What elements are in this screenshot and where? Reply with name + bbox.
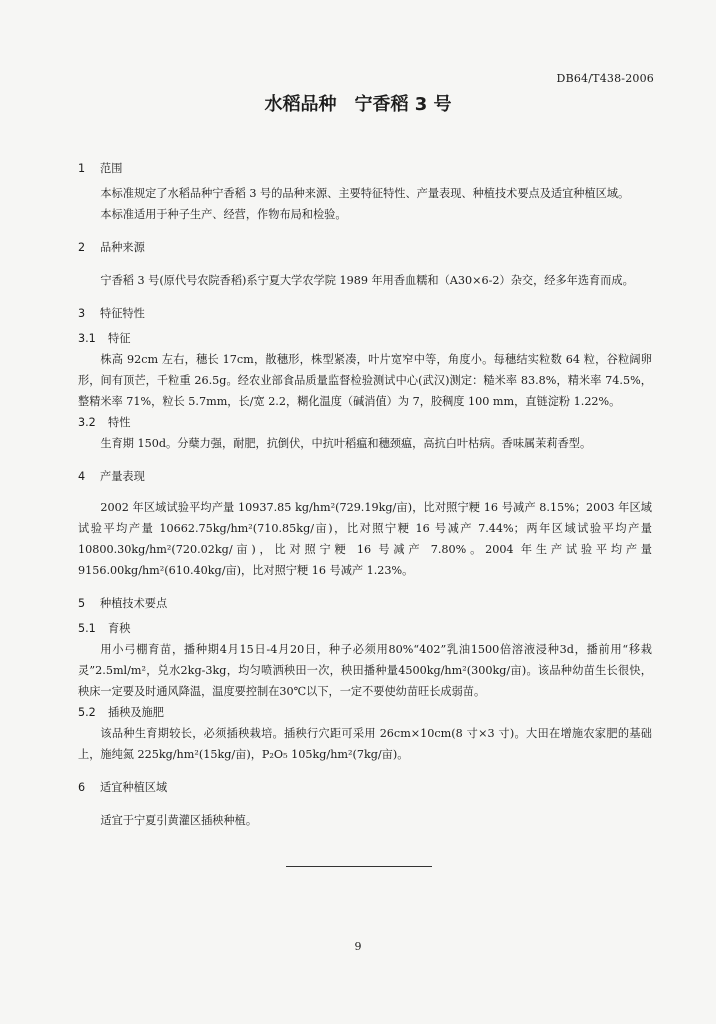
section-title: 种植技术要点 — [100, 597, 168, 610]
section-heading — [78, 777, 652, 798]
subsection-heading — [78, 412, 652, 433]
section-characteristics — [78, 303, 652, 454]
section-title: 产量表现 — [100, 470, 145, 483]
section-scope — [78, 158, 652, 225]
section-number: 6 — [78, 781, 86, 794]
paragraph: 宁香稻 3 号(原代号农院香稻)系宁夏大学农学院 1989 年用香血糯和（A30×6-2）杂交，经多年选育而成。 — [100, 274, 634, 287]
subsection-number: 3.2 — [78, 416, 96, 429]
subsection-title: 特征 — [108, 332, 131, 345]
document-title: 水稻品种 宁香稻 3 号 — [264, 94, 452, 115]
section-region — [78, 777, 652, 831]
document-body — [78, 158, 652, 843]
section-heading — [78, 237, 652, 258]
page-number: 9 — [354, 940, 362, 953]
paragraph: 生育期 150d。分蘖力强，耐肥，抗倒伏，中抗叶稻瘟和穗颈瘟，高抗白叶枯病。香味属茉莉香型。 — [100, 437, 592, 450]
section-title: 品种来源 — [100, 241, 145, 254]
section-heading — [78, 303, 652, 324]
subsection-title: 特性 — [108, 416, 131, 429]
section-number: 3 — [78, 307, 86, 320]
subsection-heading — [78, 328, 652, 349]
end-rule — [286, 866, 432, 867]
section-cultivation — [78, 593, 652, 765]
section-heading — [78, 593, 652, 614]
paragraph: 2002 年区域试验平均产量 10937.85 kg/hm²(729.19kg/亩)，比对照宁粳 16 号减产 8.15%；2003 年区域试验平均产量 10662.75kg/hm²(710.85kg/亩)，比对照宁粳 16 号减产 7.44%；两年区域试验平均产量 10800.30kg/hm²(720.02kg/亩)，比对照宁粳 16 号减产 7.80%。2004 年生产试验平均产量 9156.00kg/hm²(610.40kg/亩)，比对照宁粳 16 号减产 1.23%。 — [78, 501, 652, 577]
subsection-heading — [78, 702, 652, 723]
section-heading — [78, 158, 652, 179]
subsection-number: 5.2 — [78, 706, 96, 719]
section-title: 特征特性 — [100, 307, 145, 320]
section-title: 适宜种植区域 — [100, 781, 168, 794]
section-number: 5 — [78, 597, 86, 610]
paragraph: 本标准适用于种子生产、经营，作物布局和检验。 — [100, 208, 347, 221]
paragraph: 用小弓棚育苗，播种期4月15日-4月20日，种子必须用80%“402”乳油1500倍溶液浸种3d，播前用“移栽灵”2.5ml/m²，兑水2kg-3kg，均匀喷洒秧田一次，秧田播种量4500kg/hm²(300kg/亩)。该品种幼苗生长很快，秧床一定要及时通风降温，温度要控制在30℃以下，一定不要使幼苗旺长成弱苗。 — [78, 643, 652, 698]
paragraph: 本标准规定了水稻品种宁香稻 3 号的品种来源、主要特征特性、产量表现、种植技术要点及适宜种植区域。 — [100, 187, 630, 200]
section-number: 2 — [78, 241, 86, 254]
subsection-title: 育秧 — [108, 622, 131, 635]
paragraph: 该品种生育期较长，必须插秧栽培。插秧行穴距可采用 26cm×10cm(8 寸×3 寸)。大田在增施农家肥的基础上，施纯氮 225kg/hm²(15kg/亩)，P₂O₅ 105kg/hm²(7kg/亩)。 — [78, 727, 652, 761]
subsection-title: 插秧及施肥 — [108, 706, 164, 719]
subsection-number: 5.1 — [78, 622, 96, 635]
section-heading — [78, 466, 652, 487]
section-number: 1 — [78, 162, 86, 175]
section-origin — [78, 237, 652, 291]
section-number: 4 — [78, 470, 86, 483]
standard-code: DB64/T438-2006 — [556, 72, 654, 85]
paragraph: 株高 92cm 左右，穗长 17cm，散穗形，株型紧凑，叶片宽窄中等，角度小。每穗结实粒数 64 粒，谷粒阔卵形，间有顶芒，千粒重 26.5g。经农业部食品质量监督检验测试中心(武汉)测定：糙米率 83.8%，精米率 74.5%，整精米率 71%，粒长 5.7mm，长/宽 2.2，糊化温度（碱消值）为 7，胶稠度 100 mm，直链淀粉 1.22%。 — [78, 353, 652, 408]
section-title: 范围 — [100, 162, 123, 175]
subsection-heading — [78, 618, 652, 639]
paragraph: 适宜于宁夏引黄灌区插秧种植。 — [100, 814, 258, 827]
section-yield — [78, 466, 652, 581]
subsection-number: 3.1 — [78, 332, 96, 345]
